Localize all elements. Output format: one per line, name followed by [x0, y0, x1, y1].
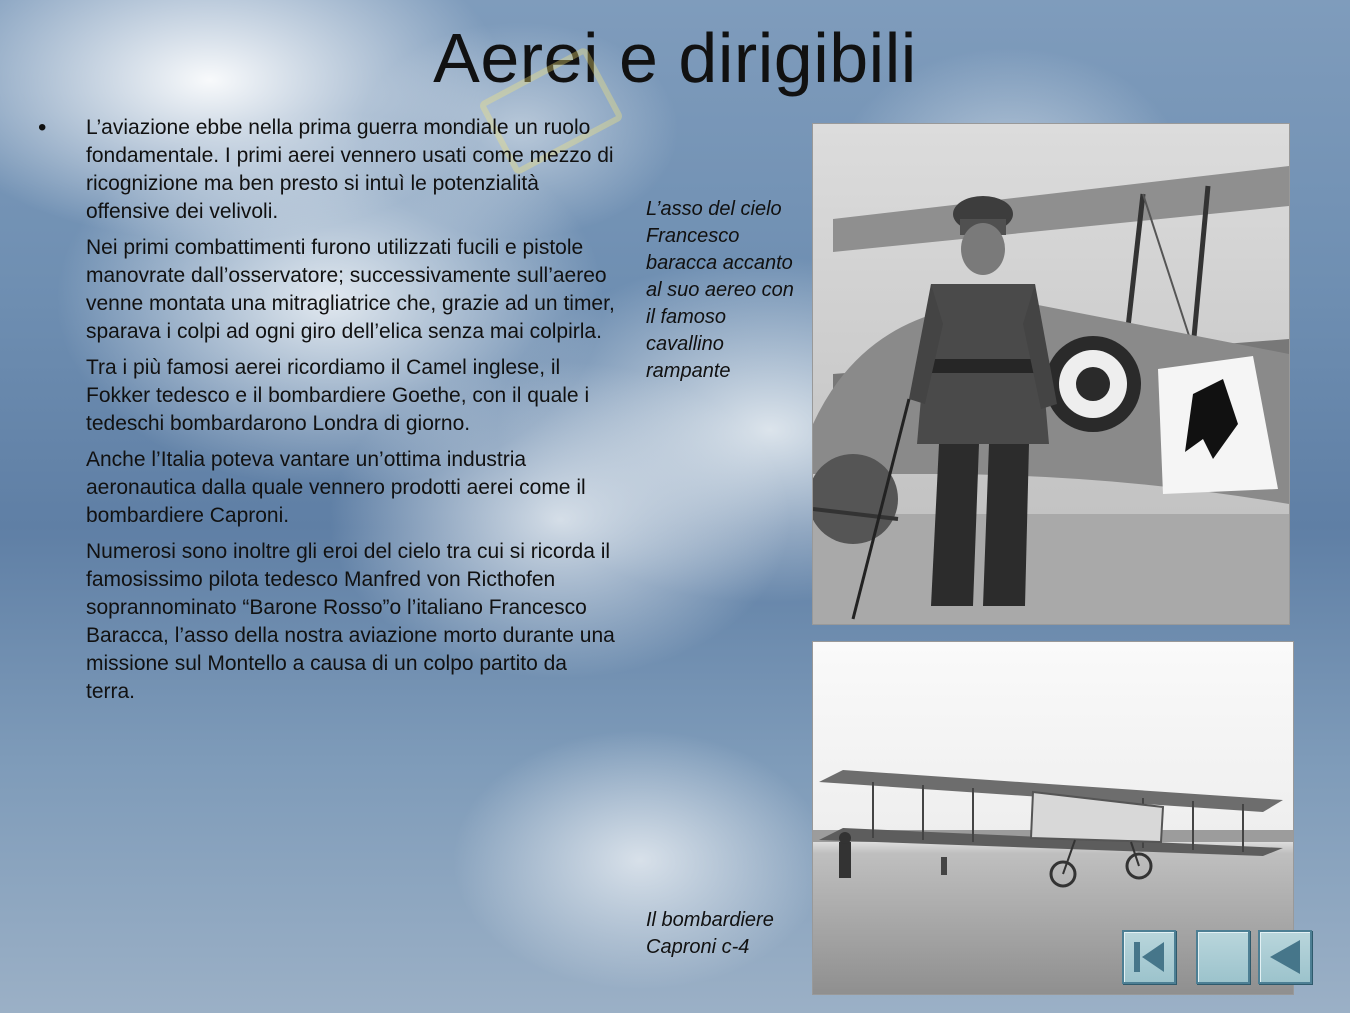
- first-slide-button[interactable]: [1122, 930, 1176, 984]
- bullet-icon: •: [38, 114, 47, 141]
- home-button[interactable]: [1196, 930, 1250, 984]
- photo-baracca-airplane: [812, 123, 1290, 625]
- caption-baracca: L’asso del cielo Francesco baracca accanto al suo aereo con il famoso cavallino rampante: [646, 198, 794, 382]
- previous-slide-button[interactable]: [1258, 930, 1312, 984]
- paragraph-italian-industry: Anche l’Italia poteva vantare un’ottima industria aeronautica dalla quale vennero prodotti aerei come il bombardiere Caproni.: [86, 448, 586, 527]
- paragraph-famous-planes: Tra i più famosi aerei ricordiamo il Camel inglese, il Fokker tedesco e il bombardiere Goethe, con il quale i tedeschi bombardarono Londra di giorno.: [86, 356, 590, 435]
- paragraph-aviation-role: L’aviazione ebbe nella prima guerra mondiale un ruolo fondamentale. I primi aerei vennero usati come mezzo di ricognizione ma ben presto si intuì le potenzialità offensive dei velivoli.: [86, 116, 614, 223]
- paragraph-first-fights: Nei primi combattimenti furono utilizzati fucili e pistole manovrate dall’osservatore; successivamente sull’aereo venne montata una mitragliatrice che, grazie ad un timer, sparava i colpi ad ogni giro dell’elica senza mai colpirla.: [86, 236, 615, 343]
- first-slide-icon: [1124, 932, 1174, 982]
- previous-slide-icon: [1260, 932, 1310, 982]
- paragraph-heroes: Numerosi sono inoltre gli eroi del cielo tra cui si ricorda il famosissimo pilota tedesco Manfred von Ricthofen soprannominato “Barone Rosso”o l’italiano Francesco Baracca, l’asso della nostra aviazione morto durante una missione sul Montello a causa di un colpo partito da terra.: [86, 540, 615, 703]
- main-text: [38, 114, 618, 714]
- caption-caproni: Il bombardiere Caproni c-4: [646, 909, 774, 958]
- home-icon: [1198, 932, 1248, 982]
- slide-title: Aerei e dirigibili: [433, 19, 917, 97]
